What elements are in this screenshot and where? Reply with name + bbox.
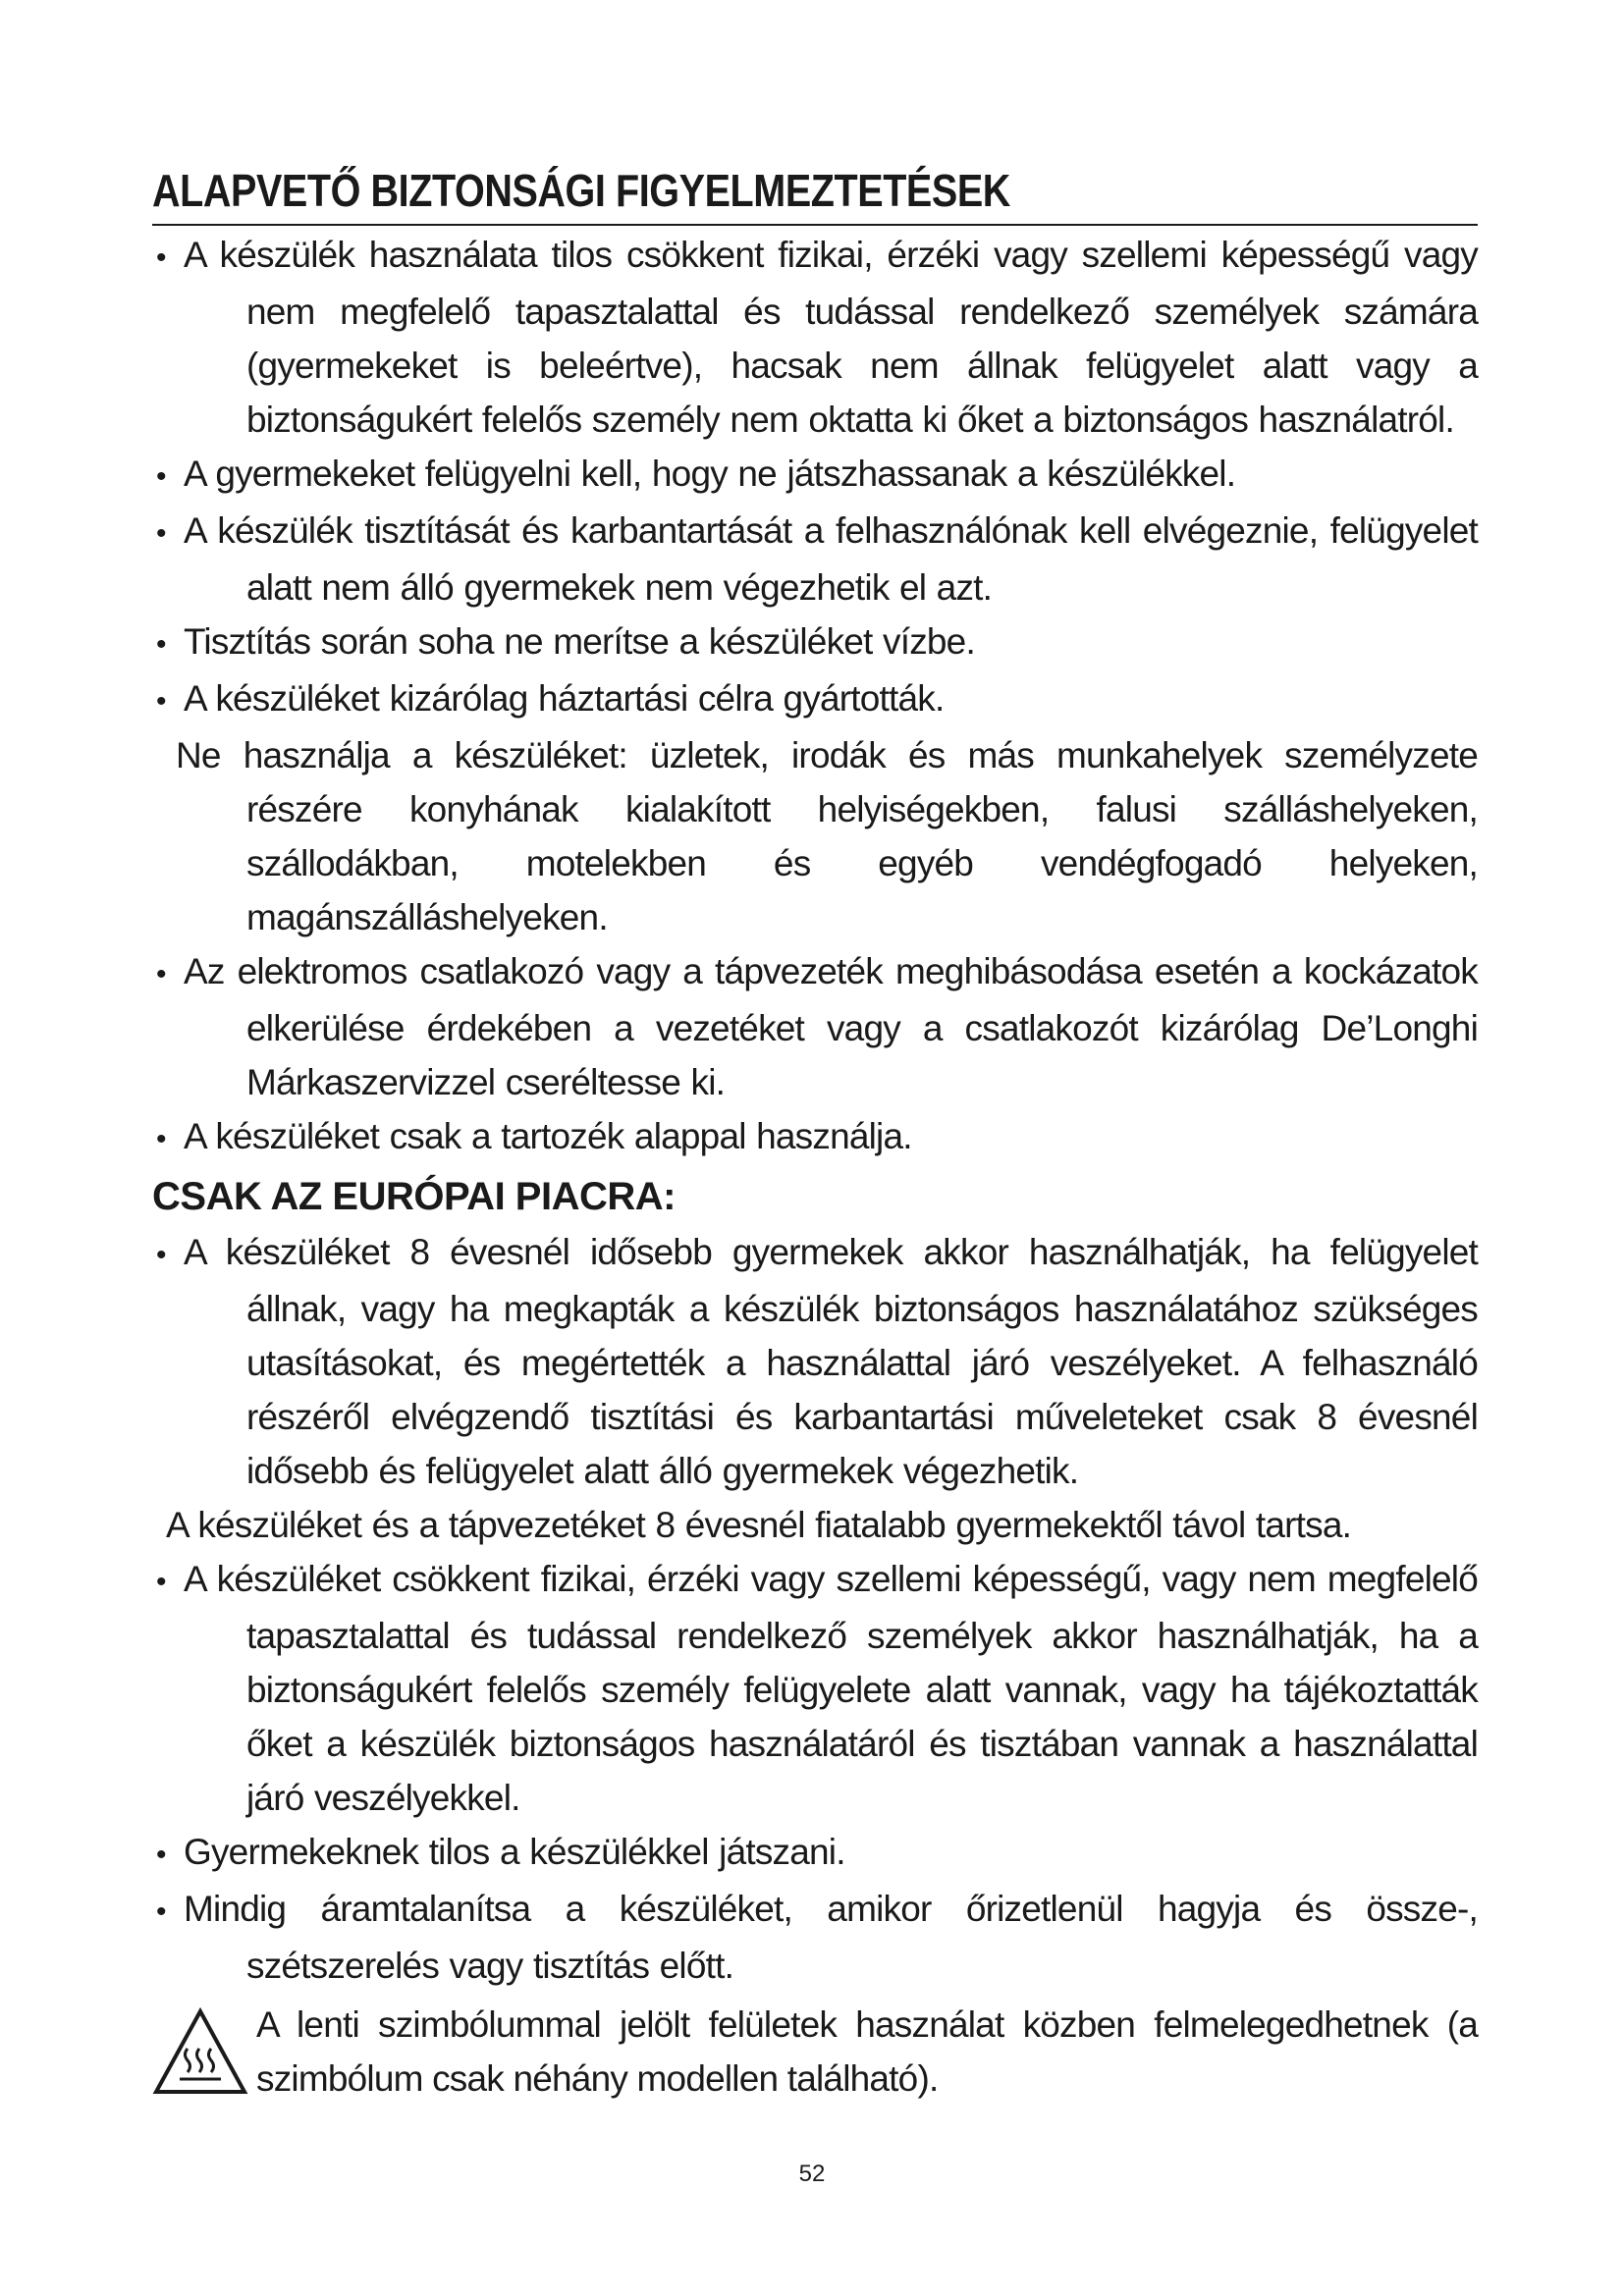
bullet-icon: •	[156, 1896, 166, 1928]
hot-surface-notice	[152, 1998, 1478, 2115]
list-item: • A készülék használata tilos csökkent fizikai, érzéki vagy szellemi képességű vagy nem megfelelő tapasztalattal és tudással rendelkező személyek számára (gyermekeket is beleértve), hacsak nem állnak felügyelet alatt vagy a biztonságukért felelős személy nem oktatta ki őket a biztonságos használatról.	[152, 228, 1478, 447]
bullet-icon: •	[156, 958, 166, 990]
title-underline	[152, 224, 1478, 226]
bullet-icon: •	[156, 1566, 166, 1598]
list-item: • A gyermekeket felügyelni kell, hogy ne játszhassanak a készülékkel.	[152, 447, 1478, 504]
list-item: • Tisztítás során soha ne merítse a készüléket vízbe.	[152, 614, 1478, 671]
list-item: • A készüléket 8 évesnél idősebb gyermekek akkor használhatják, ha felügyelet állnak, vagy ha megkapták a készülék biztonságos használatához szükséges utasításokat, és megértették a használattal járó veszélyeket. A felhasználó részéről elvégzendő tisztítási és karbantartási műveleteket csak 8 évesnél idősebb és felügyelet alatt álló gyermekek végezhetik.	[152, 1225, 1478, 1498]
list-item: Ne használja a készüléket: üzletek, irodák és más munkahelyek személyzete részére konyhának kialakított helyiségekben, falusi szálláshelyeken, szállodákban, motelekben és egyéb vendégfogadó helyeken, magánszálláshelyeken.	[176, 735, 1478, 937]
bullet-icon: •	[156, 517, 166, 550]
page-title: ALAPVETŐ BIZTONSÁGI FIGYELMEZTETÉSEK	[152, 165, 1010, 216]
list-item: • Gyermekeknek tilos a készülékkel játszani.	[152, 1825, 1478, 1882]
list-item: • A készüléket csak a tartozék alappal használja.	[152, 1109, 1478, 1166]
list-item: • A készülék tisztítását és karbantartását a felhasználónak kell elvégeznie, felügyelet alatt nem álló gyermekek nem végezhetik el azt.	[152, 504, 1478, 614]
list-item: • A készüléket kizárólag háztartási célra gyártották.	[152, 671, 1478, 728]
bullet-icon: •	[156, 628, 166, 661]
general-warnings-list	[152, 228, 1478, 1993]
warning-text: A lenti szimbólummal jelölt felületek használat közben felmelegedhetnek (a szimbólum csak néhány modellen található).	[256, 2004, 1478, 2099]
bullet-icon: •	[156, 241, 166, 274]
list-item: • A készüléket csökkent fizikai, érzéki vagy szellemi képességű, vagy nem megfelelő tapasztalattal és tudással rendelkező személyek akkor használhatják, ha a biztonságukért felelős személy felügyelete alatt vannak, vagy ha tájékoztatták őket a készülék biztonságos használatáról és tisztában vannak a használattal járó veszélyekkel.	[152, 1552, 1478, 1825]
hot-surface-warning-icon	[152, 2007, 248, 2096]
bullet-icon: •	[156, 1239, 166, 1271]
list-item: • Az elektromos csatlakozó vagy a tápvezeték meghibásodása esetén a kockázatok elkerülése érdekében a vezetéket vagy a csatlakozót kizárólag De’Longhi Márkaszervizzel cseréltesse ki.	[152, 944, 1478, 1109]
bullet-icon: •	[156, 460, 166, 493]
section-subtitle: CSAK AZ EURÓPAI PIACRA:	[152, 1175, 676, 1218]
bullet-icon: •	[156, 1839, 166, 1871]
list-item: A készüléket és a tápvezetéket 8 évesnél fiatalabb gyermekektől távol tartsa.	[166, 1505, 1352, 1545]
page-number: 52	[798, 2161, 826, 2187]
list-item: • Mindig áramtalanítsa a készüléket, amikor őrizetlenül hagyja és össze-, szétszerelés vagy tisztítás előtt.	[152, 1882, 1478, 1993]
bullet-icon: •	[156, 685, 166, 718]
bullet-icon: •	[156, 1123, 166, 1155]
